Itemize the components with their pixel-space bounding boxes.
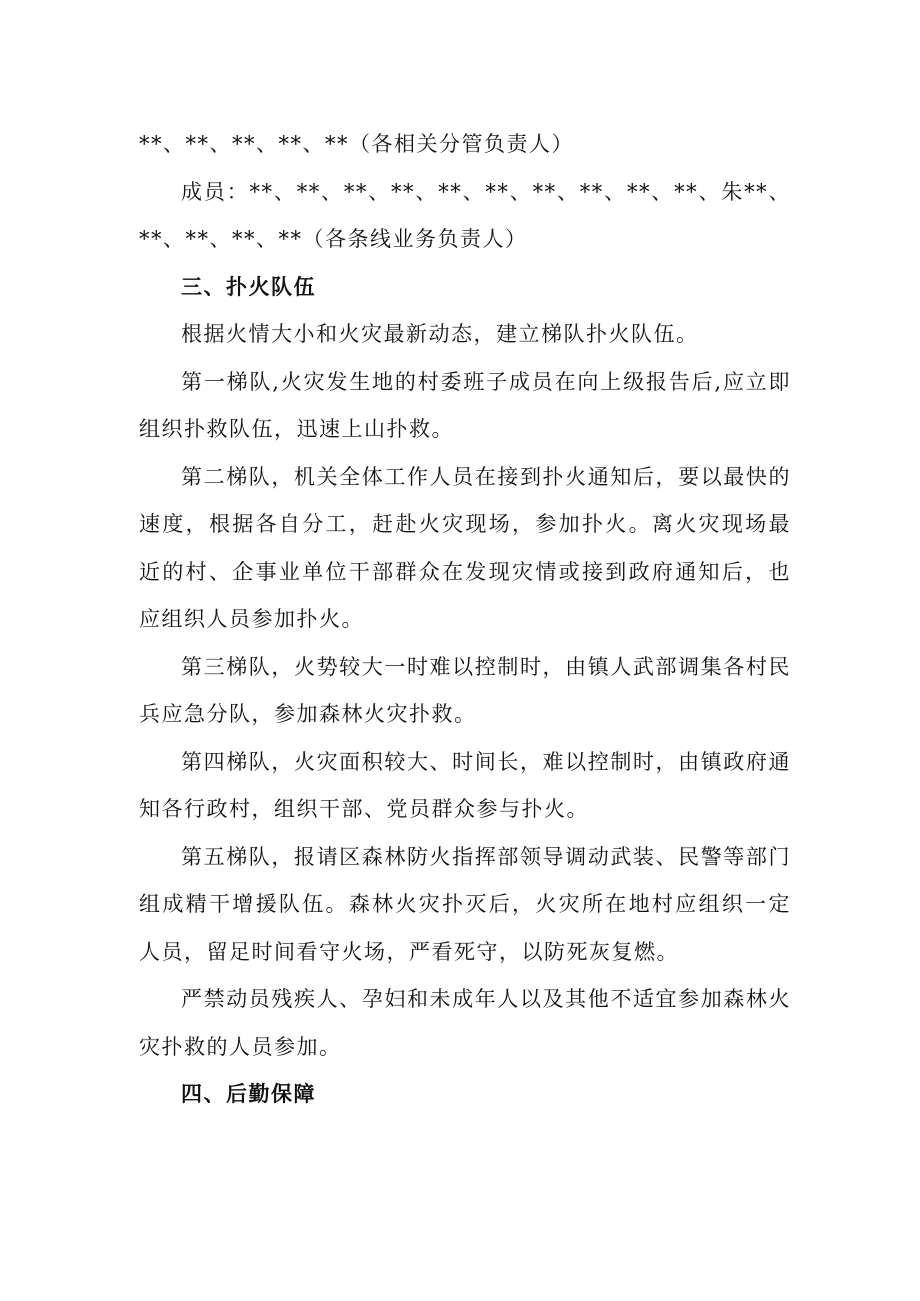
paragraph-fifth-team: 第五梯队，报请区森林防火指挥部领导调动武装、民警等部门组成精干增援队伍。森林火灾扑灭后，火灾所在地村应组织一定人员，留足时间看守火场，严看死守，以防死灰复燃。	[139, 844, 791, 964]
leader-list-continuation: **、**、**、**、**（各相关分管负责人）	[139, 132, 574, 156]
paragraph-first-team: 第一梯队,火灾发生地的村委班子成员在向上级报告后,应立即组织扑救队伍，迅速上山扑救。	[139, 369, 791, 441]
members-list: 成员：**、**、**、**、**、**、**、**、**、**、朱**、**、**、**、**（各条线业务负责人）	[139, 179, 791, 251]
paragraph-fourth-team: 第四梯队，火灾面积较大、时间长，难以控制时，由镇政府通知各行政村，组织干部、党员群众参与扑火。	[139, 749, 791, 821]
document-body	[139, 121, 791, 1119]
paragraph-second-team: 第二梯队，机关全体工作人员在接到扑火通知后，要以最快的速度，根据各自分工，赶赴火灾现场，参加扑火。离火灾现场最近的村、企事业单位干部群众在发现灾情或接到政府通知后，也应组织人员参加扑火。	[139, 464, 791, 631]
paragraph-intro-teams: 根据火情大小和火灾最新动态，建立梯队扑火队伍。	[181, 322, 699, 346]
section-heading-firefighting-teams: 三、扑火队伍	[181, 274, 316, 299]
section-heading-logistics: 四、后勤保障	[181, 1082, 316, 1106]
paragraph-prohibition: 严禁动员残疾人、孕妇和未成年人以及其他不适宜参加森林火灾扑救的人员参加。	[139, 987, 791, 1059]
paragraph-third-team: 第三梯队，火势较大一时难以控制时，由镇人武部调集各村民兵应急分队，参加森林火灾扑救。	[139, 654, 791, 726]
